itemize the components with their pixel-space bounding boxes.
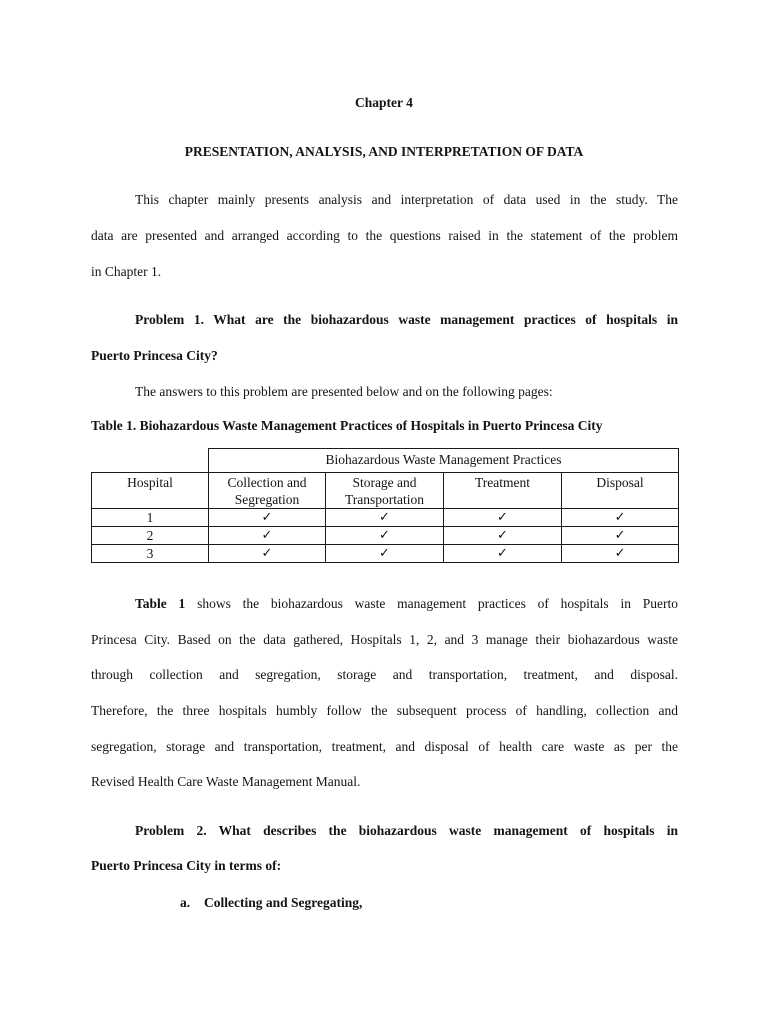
problem2-item-a-text: Collecting and Segregating,	[204, 895, 363, 910]
check-icon: ✓	[209, 509, 326, 527]
check-icon: ✓	[326, 527, 444, 545]
check-icon: ✓	[562, 509, 679, 527]
table1-caption: Table 1. Biohazardous Waste Management Practices of Hospitals in Puerto Princesa City	[91, 418, 603, 433]
table-corner-blank	[92, 449, 209, 473]
header-line: Segregation	[234, 492, 300, 507]
hospital-number: 3	[92, 545, 209, 563]
header-line: Storage and	[352, 475, 417, 490]
problem1-answer-intro: The answers to this problem are presented below and on the following pages:	[135, 384, 553, 399]
table-row	[92, 527, 679, 545]
discussion-line-5: segregation, storage and transportation, treatment, and disposal of health care waste as per the	[91, 739, 678, 754]
intro-line-3: in Chapter 1.	[91, 264, 162, 279]
table-header-hospital: Hospital	[92, 473, 209, 509]
table-group-header: Biohazardous Waste Management Practices	[209, 449, 679, 473]
check-icon: ✓	[209, 545, 326, 563]
table-header-storage	[326, 473, 444, 509]
header-line: Treatment	[475, 475, 530, 490]
table-row	[92, 509, 679, 527]
intro-line-1: This chapter mainly presents analysis and interpretation of data used in the study. The	[135, 192, 678, 207]
header-line: Disposal	[596, 475, 644, 490]
chapter-label: Chapter 4	[355, 95, 413, 110]
problem2-line-1: Problem 2. What describes the biohazardous waste management of hospitals in	[135, 823, 678, 838]
hospital-number: 1	[92, 509, 209, 527]
check-icon: ✓	[444, 527, 562, 545]
check-icon: ✓	[326, 509, 444, 527]
problem1-line-1: Problem 1. What are the biohazardous waste management practices of hospitals in	[135, 312, 678, 327]
check-icon: ✓	[326, 545, 444, 563]
problem2-item-a-marker: a.	[180, 895, 191, 910]
header-line: Collection and	[227, 475, 307, 490]
check-icon: ✓	[444, 509, 562, 527]
discussion-line-1	[135, 595, 678, 613]
header-line: Transportation	[344, 492, 424, 507]
discussion-line-4: Therefore, the three hospitals humbly follow the subsequent process of handling, collection and	[91, 703, 678, 718]
discussion-line-1-text: shows the biohazardous waste management practices of hospitals in Puerto	[197, 596, 678, 611]
discussion-lead: Table 1	[135, 596, 186, 611]
table-header-collection	[209, 473, 326, 509]
table-group-header-row	[92, 449, 679, 473]
table-header-disposal	[562, 473, 679, 509]
table-header-treatment	[444, 473, 562, 509]
table-column-header-row	[92, 473, 679, 509]
practices-table	[91, 448, 679, 563]
check-icon: ✓	[444, 545, 562, 563]
check-icon: ✓	[562, 545, 679, 563]
problem2-line-2: Puerto Princesa City in terms of:	[91, 858, 282, 873]
discussion-line-2: Princesa City. Based on the data gathered, Hospitals 1, 2, and 3 manage their biohazardous waste	[91, 632, 678, 647]
intro-line-2: data are presented and arranged according to the questions raised in the statement of the problem	[91, 228, 678, 243]
hospital-number: 2	[92, 527, 209, 545]
check-icon: ✓	[562, 527, 679, 545]
chapter-title: PRESENTATION, ANALYSIS, AND INTERPRETATION OF DATA	[184, 144, 584, 159]
problem1-line-2: Puerto Princesa City?	[91, 348, 218, 363]
check-icon: ✓	[209, 527, 326, 545]
discussion-line-3: through collection and segregation, storage and transportation, treatment, and disposal.	[91, 667, 678, 682]
discussion-line-6: Revised Health Care Waste Management Manual.	[91, 774, 361, 789]
table-row	[92, 545, 679, 563]
